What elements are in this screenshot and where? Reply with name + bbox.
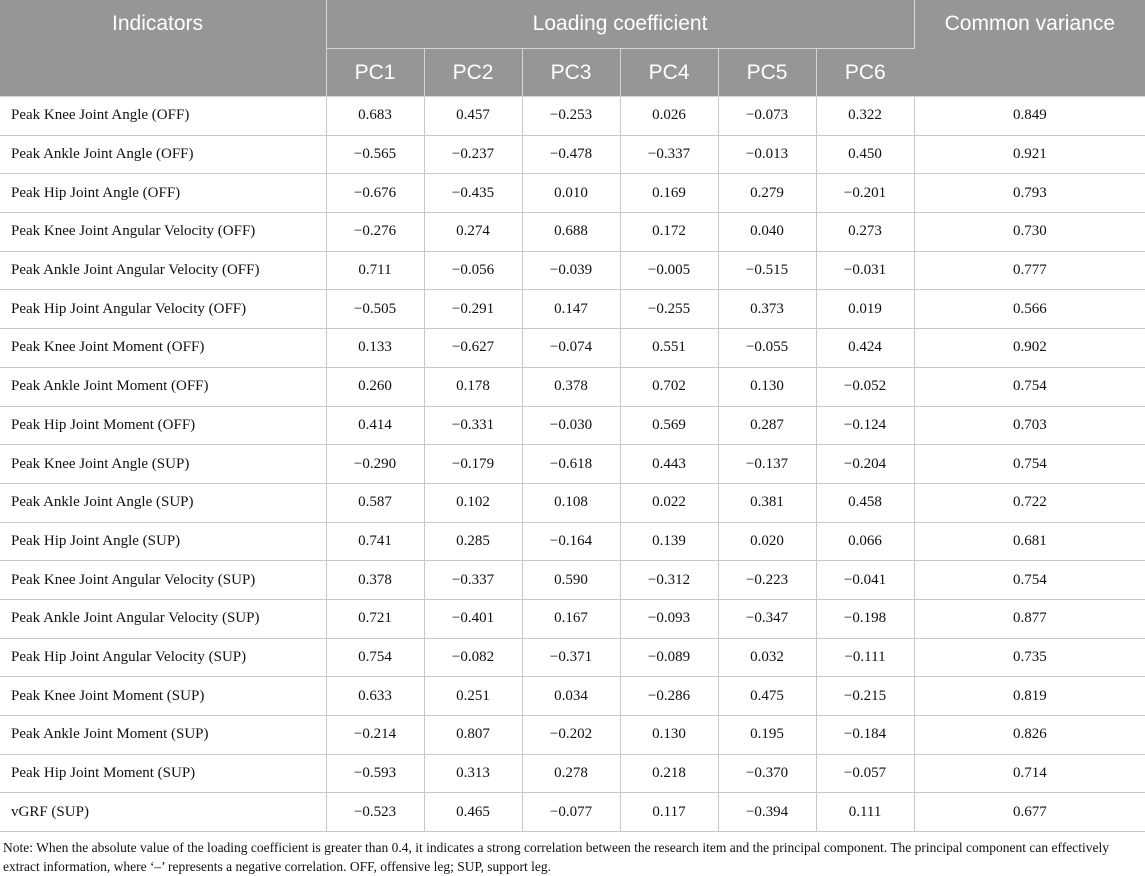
indicator-name: vGRF (SUP)	[0, 793, 326, 832]
loading-pc5: 0.032	[718, 638, 816, 677]
loading-pc1: 0.133	[326, 329, 424, 368]
loading-pc5: −0.370	[718, 754, 816, 793]
loading-pc4: 0.169	[620, 174, 718, 213]
loading-pc5: 0.279	[718, 174, 816, 213]
loading-pc2: −0.401	[424, 599, 522, 638]
indicator-name: Peak Hip Joint Angle (SUP)	[0, 522, 326, 561]
table-row	[0, 135, 1145, 174]
loading-pc5: −0.394	[718, 793, 816, 832]
common-variance-value: 0.730	[914, 213, 1145, 252]
loading-pc1: −0.593	[326, 754, 424, 793]
loading-pc1: 0.683	[326, 97, 424, 136]
loading-pc1: −0.523	[326, 793, 424, 832]
loading-pc6: −0.204	[816, 445, 914, 484]
loading-pc2: 0.274	[424, 213, 522, 252]
common-variance-value: 0.722	[914, 483, 1145, 522]
loading-pc4: 0.702	[620, 367, 718, 406]
loading-pc1: 0.711	[326, 251, 424, 290]
common-variance-value: 0.819	[914, 677, 1145, 716]
common-variance-header: Common variance	[914, 0, 1145, 97]
loading-pc2: 0.807	[424, 716, 522, 755]
loading-pc6: −0.052	[816, 367, 914, 406]
loading-pc3: 0.378	[522, 367, 620, 406]
loading-pc5: −0.055	[718, 329, 816, 368]
table-row	[0, 290, 1145, 329]
loading-pc3: 0.167	[522, 599, 620, 638]
table-row	[0, 174, 1145, 213]
common-variance-value: 0.902	[914, 329, 1145, 368]
loading-pc4: 0.172	[620, 213, 718, 252]
common-variance-value: 0.826	[914, 716, 1145, 755]
loading-pc6: 0.450	[816, 135, 914, 174]
loading-pc4: 0.117	[620, 793, 718, 832]
loading-pc5: −0.223	[718, 561, 816, 600]
loading-pc4: 0.139	[620, 522, 718, 561]
loading-pc4: 0.569	[620, 406, 718, 445]
loading-pc2: 0.313	[424, 754, 522, 793]
loading-pc4: −0.337	[620, 135, 718, 174]
loading-pc5: −0.137	[718, 445, 816, 484]
loading-pc3: −0.039	[522, 251, 620, 290]
common-variance-value: 0.777	[914, 251, 1145, 290]
loading-pc6: −0.201	[816, 174, 914, 213]
loading-pc3: −0.618	[522, 445, 620, 484]
loading-pc5: 0.475	[718, 677, 816, 716]
loading-pc4: 0.026	[620, 97, 718, 136]
loading-pc2: 0.285	[424, 522, 522, 561]
loading-pc2: −0.056	[424, 251, 522, 290]
loading-pc3: 0.278	[522, 754, 620, 793]
table-row	[0, 213, 1145, 252]
loading-pc2: −0.179	[424, 445, 522, 484]
pc-header-3: PC3	[522, 49, 620, 97]
common-variance-value: 0.754	[914, 445, 1145, 484]
loading-pc6: −0.041	[816, 561, 914, 600]
common-variance-value: 0.681	[914, 522, 1145, 561]
loading-pc6: −0.184	[816, 716, 914, 755]
table-row	[0, 561, 1145, 600]
loading-pc2: 0.465	[424, 793, 522, 832]
common-variance-value: 0.849	[914, 97, 1145, 136]
loading-pc3: −0.077	[522, 793, 620, 832]
loading-pc1: 0.741	[326, 522, 424, 561]
loading-pc1: 0.260	[326, 367, 424, 406]
loading-pc4: −0.255	[620, 290, 718, 329]
loading-pc3: 0.147	[522, 290, 620, 329]
indicator-name: Peak Knee Joint Angular Velocity (SUP)	[0, 561, 326, 600]
pc-header-5: PC5	[718, 49, 816, 97]
indicator-name: Peak Hip Joint Moment (SUP)	[0, 754, 326, 793]
loading-pc4: 0.551	[620, 329, 718, 368]
loading-pc2: −0.435	[424, 174, 522, 213]
table-row	[0, 599, 1145, 638]
loading-pc6: −0.057	[816, 754, 914, 793]
loading-pc6: 0.273	[816, 213, 914, 252]
loading-pc6: −0.215	[816, 677, 914, 716]
common-variance-value: 0.754	[914, 561, 1145, 600]
loading-pc6: −0.198	[816, 599, 914, 638]
loading-pc4: 0.022	[620, 483, 718, 522]
common-variance-value: 0.677	[914, 793, 1145, 832]
common-variance-value: 0.566	[914, 290, 1145, 329]
indicator-name: Peak Hip Joint Angle (OFF)	[0, 174, 326, 213]
loading-pc2: 0.251	[424, 677, 522, 716]
table-row	[0, 251, 1145, 290]
loading-pc1: −0.565	[326, 135, 424, 174]
indicator-name: Peak Knee Joint Angle (OFF)	[0, 97, 326, 136]
loading-pc1: −0.676	[326, 174, 424, 213]
loading-pc6: −0.111	[816, 638, 914, 677]
pc-header-2: PC2	[424, 49, 522, 97]
loading-pc1: 0.721	[326, 599, 424, 638]
loading-pc2: −0.237	[424, 135, 522, 174]
loading-pc4: 0.130	[620, 716, 718, 755]
table-row	[0, 638, 1145, 677]
loading-pc6: 0.111	[816, 793, 914, 832]
loading-pc4: −0.089	[620, 638, 718, 677]
loading-pc4: −0.286	[620, 677, 718, 716]
loading-pc2: −0.082	[424, 638, 522, 677]
table-row	[0, 445, 1145, 484]
common-variance-value: 0.714	[914, 754, 1145, 793]
table-body	[0, 97, 1145, 832]
table-row	[0, 754, 1145, 793]
table-row	[0, 716, 1145, 755]
loading-pc1: 0.587	[326, 483, 424, 522]
loading-pc6: 0.019	[816, 290, 914, 329]
table-row	[0, 329, 1145, 368]
loading-pc1: −0.214	[326, 716, 424, 755]
loading-pc1: 0.754	[326, 638, 424, 677]
common-variance-value: 0.754	[914, 367, 1145, 406]
loading-pc3: −0.030	[522, 406, 620, 445]
table-row	[0, 97, 1145, 136]
loading-pc1: −0.505	[326, 290, 424, 329]
loading-pc6: −0.031	[816, 251, 914, 290]
indicators-header: Indicators	[0, 0, 326, 97]
loading-pc3: 0.010	[522, 174, 620, 213]
loading-pc5: 0.020	[718, 522, 816, 561]
table-row	[0, 522, 1145, 561]
loading-pc6: 0.424	[816, 329, 914, 368]
loading-pc2: −0.291	[424, 290, 522, 329]
loading-pc3: 0.590	[522, 561, 620, 600]
table-row	[0, 677, 1145, 716]
loading-pc5: 0.381	[718, 483, 816, 522]
loading-pc3: 0.108	[522, 483, 620, 522]
loading-pc4: −0.093	[620, 599, 718, 638]
indicator-name: Peak Ankle Joint Angle (SUP)	[0, 483, 326, 522]
loading-pc4: 0.218	[620, 754, 718, 793]
loading-pc3: −0.253	[522, 97, 620, 136]
table-row	[0, 793, 1145, 832]
loading-pc3: −0.164	[522, 522, 620, 561]
loading-pc6: −0.124	[816, 406, 914, 445]
pc-header-6: PC6	[816, 49, 914, 97]
loading-pc2: −0.337	[424, 561, 522, 600]
table-header	[0, 0, 1145, 97]
loading-pc5: −0.073	[718, 97, 816, 136]
indicator-name: Peak Hip Joint Angular Velocity (OFF)	[0, 290, 326, 329]
pc-header-1: PC1	[326, 49, 424, 97]
loading-pc2: −0.627	[424, 329, 522, 368]
loading-pc5: 0.195	[718, 716, 816, 755]
loading-pc6: 0.458	[816, 483, 914, 522]
indicator-name: Peak Knee Joint Angle (SUP)	[0, 445, 326, 484]
loading-pc4: 0.443	[620, 445, 718, 484]
loading-pc4: −0.005	[620, 251, 718, 290]
loading-pc3: 0.034	[522, 677, 620, 716]
common-variance-value: 0.735	[914, 638, 1145, 677]
pc-header-4: PC4	[620, 49, 718, 97]
table-row	[0, 483, 1145, 522]
loading-pc3: −0.371	[522, 638, 620, 677]
common-variance-value: 0.703	[914, 406, 1145, 445]
loading-pc6: 0.066	[816, 522, 914, 561]
loading-pc5: 0.040	[718, 213, 816, 252]
loading-pc2: 0.457	[424, 97, 522, 136]
loading-pc5: −0.347	[718, 599, 816, 638]
common-variance-value: 0.921	[914, 135, 1145, 174]
loading-pc3: 0.688	[522, 213, 620, 252]
indicator-name: Peak Ankle Joint Angular Velocity (SUP)	[0, 599, 326, 638]
loading-pc2: −0.331	[424, 406, 522, 445]
indicator-name: Peak Knee Joint Angular Velocity (OFF)	[0, 213, 326, 252]
common-variance-value: 0.793	[914, 174, 1145, 213]
loading-pc1: 0.414	[326, 406, 424, 445]
loading-pc5: 0.130	[718, 367, 816, 406]
loading-pc4: −0.312	[620, 561, 718, 600]
loading-pc1: −0.290	[326, 445, 424, 484]
common-variance-value: 0.877	[914, 599, 1145, 638]
loading-pc1: 0.633	[326, 677, 424, 716]
indicator-name: Peak Ankle Joint Moment (OFF)	[0, 367, 326, 406]
table-note: Note: When the absolute value of the loading coefficient is greater than 0.4, it indicates a strong correlation between the research item and the principal component. The principal component can effectively extract information, where ‘–’ represents a negative correlation. OFF, offensive leg; SUP, support leg.	[3, 840, 1109, 875]
loading-pc5: −0.013	[718, 135, 816, 174]
indicator-name: Peak Ankle Joint Angular Velocity (OFF)	[0, 251, 326, 290]
indicator-name: Peak Knee Joint Moment (OFF)	[0, 329, 326, 368]
loading-pc2: 0.102	[424, 483, 522, 522]
indicator-name: Peak Hip Joint Moment (OFF)	[0, 406, 326, 445]
loading-pc3: −0.074	[522, 329, 620, 368]
table-row	[0, 406, 1145, 445]
loading-pc3: −0.478	[522, 135, 620, 174]
loading-coefficient-header: Loading coefficient	[326, 0, 914, 49]
loading-pc6: 0.322	[816, 97, 914, 136]
loading-pc5: 0.373	[718, 290, 816, 329]
loading-pc1: −0.276	[326, 213, 424, 252]
loading-pc5: −0.515	[718, 251, 816, 290]
table-row	[0, 367, 1145, 406]
indicator-name: Peak Knee Joint Moment (SUP)	[0, 677, 326, 716]
indicator-name: Peak Ankle Joint Angle (OFF)	[0, 135, 326, 174]
loading-pc2: 0.178	[424, 367, 522, 406]
loading-pc3: −0.202	[522, 716, 620, 755]
indicator-name: Peak Ankle Joint Moment (SUP)	[0, 716, 326, 755]
loading-pc5: 0.287	[718, 406, 816, 445]
loading-pc1: 0.378	[326, 561, 424, 600]
indicator-name: Peak Hip Joint Angular Velocity (SUP)	[0, 638, 326, 677]
